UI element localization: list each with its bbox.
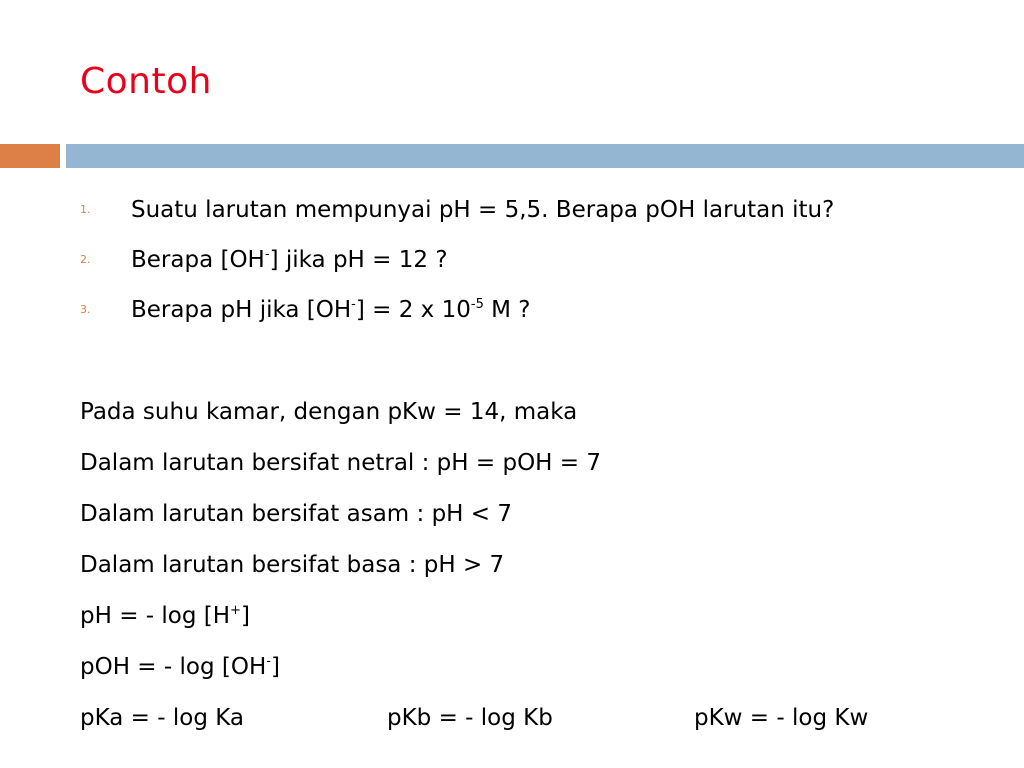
note-line: Dalam larutan bersifat basa : pH > 7: [80, 552, 505, 578]
question-text-part: ] = 2 x 10: [355, 297, 471, 323]
note-line: Pada suhu kamar, dengan pKw = 14, maka: [80, 399, 578, 425]
notes-block: [80, 392, 868, 749]
superscript: -: [264, 247, 270, 262]
pkw-formula: pKw = - log Kw: [694, 705, 869, 731]
question-text-part: ] jika pH = 12 ?: [269, 247, 448, 273]
superscript: -5: [470, 297, 484, 312]
note-line: Dalam larutan bersifat netral : pH = pOH = 7: [80, 450, 601, 476]
header-divider-bar: [66, 144, 1024, 168]
formula-part: ]: [240, 603, 250, 629]
question-text-part: M ?: [483, 297, 531, 323]
question-text: Suatu larutan mempunyai pH = 5,5. Berapa pOH larutan itu?: [131, 197, 835, 223]
superscript: -: [351, 297, 356, 312]
superscript: +: [230, 603, 241, 618]
formula-part: ]: [270, 654, 280, 680]
superscript: -: [266, 654, 271, 669]
question-text: [131, 288, 531, 332]
poh-formula: [80, 647, 868, 698]
list-number: 3.: [80, 303, 91, 316]
question-text-part: Berapa pH jika [OH: [131, 297, 352, 323]
pkb-formula: pKb = - log Kb: [387, 705, 553, 731]
question-text: [131, 238, 448, 282]
question-text-part: Berapa [OH: [131, 247, 265, 273]
list-number: 1.: [80, 203, 91, 216]
formula-part: pH = - log [H: [80, 603, 231, 629]
constants-formulas: [80, 698, 868, 749]
list-number: 2.: [80, 253, 91, 266]
ph-formula: [80, 596, 868, 647]
slide-title: Contoh: [80, 61, 212, 102]
accent-bar: [0, 144, 60, 168]
pka-formula: pKa = - log Ka: [80, 705, 245, 731]
formula-part: pOH = - log [OH: [80, 654, 267, 680]
note-line: Dalam larutan bersifat asam : pH < 7: [80, 501, 512, 527]
